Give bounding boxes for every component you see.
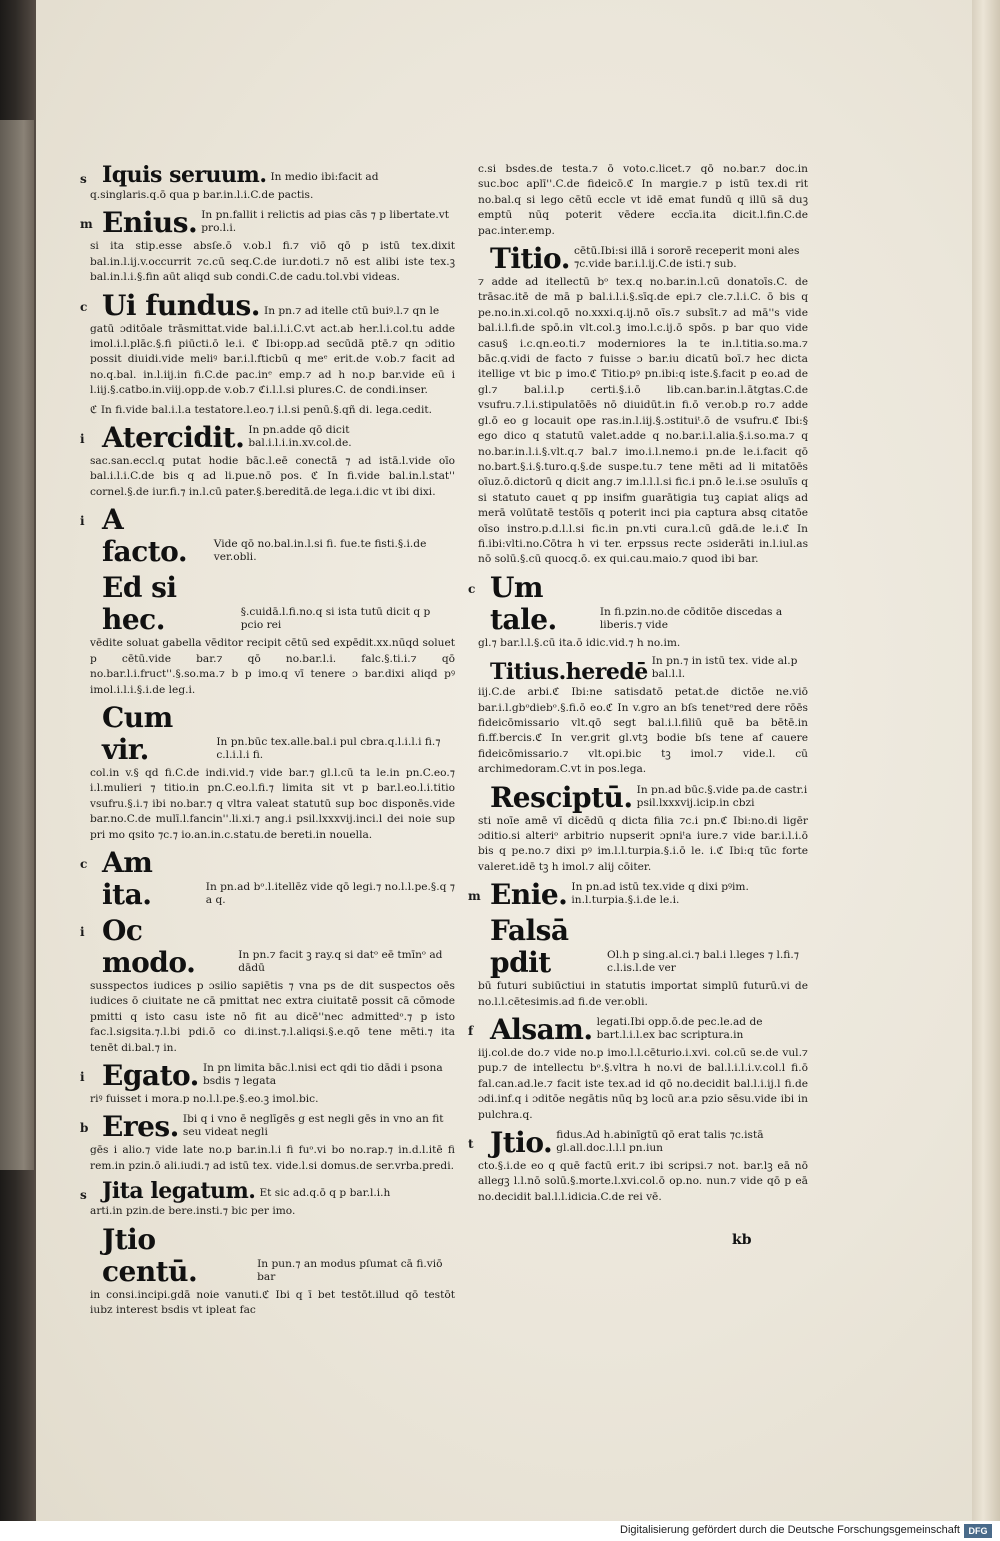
text-entry bbox=[468, 1013, 808, 1123]
text-entry bbox=[468, 878, 808, 912]
rubric-heading: Titio. bbox=[490, 242, 570, 276]
heading-gloss: In pn limita bāc.l.nisi ect qdi tio dādi i psona bsdis ⁊ legata bbox=[202, 1061, 443, 1087]
entry-heading-row bbox=[90, 572, 455, 636]
margin-letter: s bbox=[80, 1188, 87, 1203]
heading-gloss: In pn.⁊ facit ꝫ ray.q si datᵒ eē tmīnᵒ ad dādū bbox=[238, 948, 443, 974]
heading-gloss: Et sic ad.q.ō q p bar.l.i.h bbox=[259, 1187, 391, 1200]
margin-letter: c bbox=[80, 299, 88, 314]
text-entry bbox=[478, 782, 808, 876]
rubric-heading: Resciptū. bbox=[490, 780, 633, 814]
entry-heading-row bbox=[90, 1178, 455, 1204]
text-entry bbox=[80, 845, 456, 911]
rubric-heading: Jita legatum. bbox=[102, 1178, 256, 1205]
entry-heading-row bbox=[478, 1014, 808, 1046]
heading-gloss: In medio ibi:facit ad bbox=[270, 171, 379, 183]
rubric-heading: Oc modo. bbox=[102, 913, 196, 979]
heading-gloss: legati.Ibi opp.ō.de pec.le.ad de bart.l.i.l.ex bac scriptura.in bbox=[596, 1016, 763, 1042]
gloss-text: susspectos iudices p ɔsilio sapiētis ⁊ vna ps de dit suspectos oēs iudices ō ciuitate ne cā pmittat nec extra ciuitatē possit cā cōmode pmitti q isto casu iste nō fit au dicē''nec admittedᵒ.⁊ p isto fac.l.sigsita.⁊.l.bi pdi.ō co di.inst.⁊.l.aliqsi.§.e.qō tene mēti.⁊ ita tenēt di.bal.⁊ in. bbox=[90, 979, 455, 1054]
margin-letter: f bbox=[468, 1024, 474, 1039]
text-entry bbox=[80, 162, 455, 203]
gloss-text: ℭ In fi.vide bal.i.l.a testatore.l.eo.⁊ i.l.si penū.§.qñ di. lega.cedit. bbox=[90, 403, 432, 416]
gloss-text: bū futuri subiūctiui in statutis importat simplū futurū.vi de no.l.l.cētesimis.ad fi.de ver.obli. bbox=[478, 980, 808, 1008]
text-entry bbox=[90, 1224, 455, 1319]
rubric-heading: Jtio centū. bbox=[102, 1222, 198, 1288]
rubric-heading: Iquis seruum. bbox=[102, 162, 267, 188]
margin-letter: c bbox=[80, 856, 88, 871]
entry-heading-row bbox=[90, 207, 455, 239]
text-entry bbox=[478, 162, 808, 239]
entry-heading-row bbox=[90, 290, 455, 322]
footer-bar bbox=[0, 1521, 1000, 1541]
rubric-heading: Ed si hec. bbox=[102, 571, 177, 637]
rubric-heading: Titius.heredē bbox=[490, 659, 648, 686]
heading-gloss: In pn.ad būc.§.vide pa.de castr.i psil.lxxxvij.icip.in cbzi bbox=[636, 783, 808, 809]
text-entry bbox=[468, 570, 808, 651]
margin-letter: m bbox=[468, 889, 481, 904]
gloss-text: gēs i alio.⁊ vide late no.p bar.in.l.i fi fuᵒ.vi bo no.rap.⁊ in.d.l.itē fi rem.in pzin.ō ali.iudi.⁊ ad istū tex. vide.l.si domus.de ser.vrba.predi. bbox=[90, 1144, 455, 1172]
gloss-text: col.in v.§ qd fi.C.de indi.vid.⁊ vide bar.⁊ gl.l.cū ta le.in pn.C.eo.⁊ i.l.mulieri ⁊ titio.in pn.C.eo.l.fi.⁊ limita sit vt p bar.l.eo.l.i.titio vsufru.§.i.⁊ ibi no.bar.⁊ q vltra valeat statutū sup boc disponēs.vide bar.no.C.de mulī.l.fancin''.li.xi.⁊ ang.i psil.lxxxvij.inci.l dei noie sup pri mo qsito ⁊c.⁊ io.an.in.c.statu.de bereti.in nouella. bbox=[90, 766, 455, 841]
text-entry bbox=[80, 421, 455, 500]
entry-heading-row bbox=[90, 162, 455, 188]
heading-gloss: Ibi q i vno ē neglīgēs g est negli gēs in vno an fit seu videat negli bbox=[182, 1113, 444, 1139]
heading-gloss: In pn.fallit i relictis ad pias cās ⁊ p libertate.vt pro.l.i. bbox=[201, 209, 450, 235]
entry-heading-row bbox=[478, 1127, 808, 1159]
rubric-heading: Egato. bbox=[102, 1058, 199, 1092]
rubric-heading: Falsā pdit bbox=[490, 914, 569, 980]
gloss-text: ⁊ adde ad itellectū bᵒ tex.q no.bar.in.l.cū donatoīs.C. de trāsac.itē de mā p bal.i.l.i.§.sīq.de epi.⁊ cle.⁊.l.i.C. ō bis q pe.no.in.xi.col.qō no.xxxi.q.ij.nō oīs.⁊ subsīt.⁊ ad mā''s vide bal.i.l.fi.de spō.in vlt.col.ꝫ imo.l.c.ij.ō spōs. p bar quo vide casu§ i.c.qn.eo.ti.⁊ moderniores la te in.l.titia.so.ma.⁊ bāc.q.vidi de facto ⁊ fuisse ɔ bar.iu dicatū boī.⁊ hec dicta itellige vt bic p imo.ℭ Titio.pꝰ pn.ibi:q iste.§.facit p eo.ad de gl.⁊ bal.i.l.p certi.§.i.ō lib.can.bar.in.l.ātgtas.C.de vsufru.⁊.l.i.stipulatōēs nō diuidūt.in fi.ō ver.ob.p ro.⁊ adde gl.ō eo g locauit ope ras.in.l.iij.§.ɔstituiᵗ.ō de vsufru.ℭ Ibi:§ ego dico q statutū valet.adde q no.bar.i.l.alia.§.i.so.ma.⁊ q no.bar.in.l.i.§.vlt.q.⁊ bal.⁊ imo.i.l.nemo.i pn.de le.i.facit qō no.bart.§.i.§.turo.q.§.de suspe.tu.⁊ tene mēti ad li mitatōēs oīuz.ō.dictorū q dicit ang.⁊ im.l.l.l.si fic.i pn.ō le.i.se ɔsuluīs q si statuto cauet q pp insifm guarātigia tuꝫ capiat aliqs ad merā volūtatē testōīs q poterit inci pia captura absq citatōe oīso instro.p.d.l.l.si fic.in pn.vti cura.l.cū gdā.de le.i.ℭ In fi.ibi:vlti.no.Cōtra h vi ter. erpssus recte ɔsiderāti in.l.iul.as nō solū.§.cū quocq.ō. ex qui.cau.maio.⁊ quod ibi bar. bbox=[478, 276, 808, 566]
gloss-text: sac.san.eccl.q putat hodie bāc.l.eē conectā ⁊ ad istā.l.vide oīo bal.i.l.i.C.de bis q ad li.pue.nō pos. ℭ In fi.vide bal.in.l.stat'' cornel.§.de iur.fi.⁊ in.l.cū pater.§.bereditā.de lega.i.dic vt ibi dixi. bbox=[90, 455, 455, 498]
entry-heading-row bbox=[90, 422, 455, 454]
entry-heading-row bbox=[90, 1224, 455, 1288]
gloss-text: gatū ɔditōale trāsmittat.vide bal.i.l.i.C.vt act.ab her.l.i.col.tu adde imol.i.l.plāc.§.fi piūcti.ō le.i. ℭ Ibi:opp.ad secūdā ptē.⁊ qn ɔditio possit diuidi.vide meliꝰ bar.i.l.fticbū q meᵉ erit.de v.ob.⁊ facit ad no.q.bal. in.l.iij.in fi.C.de pac.inᵉ emp.⁊ ad h no.p bar.vide eū i l.iij.§.catbo.in.viij.opp.de v.ob.⁊ ℭi.l.l.si plures.C. de condi.inser. bbox=[90, 322, 455, 397]
gloss-text: arti.in pzin.de bere.insti.⁊ bic per imo. bbox=[90, 1205, 296, 1218]
text-entry bbox=[90, 702, 455, 843]
margin-letter: t bbox=[468, 1137, 474, 1152]
margin-letter: m bbox=[80, 217, 93, 232]
heading-gloss: In pun.⁊ an modus pſumat cā fi.viō bar bbox=[257, 1257, 443, 1283]
gloss-text: in consi.incipi.gdā noie vanuti.ℭ Ibi q ī bet testōt.illud qō testōt iubz interest bsdis vt ipleat fac bbox=[90, 1288, 455, 1316]
entry-heading-row bbox=[478, 879, 808, 911]
margin-letter: i bbox=[80, 924, 85, 939]
text-entry bbox=[80, 913, 455, 1056]
margin-letter: i bbox=[80, 1069, 85, 1084]
rubric-heading: Atercidit. bbox=[102, 421, 245, 455]
page-stack-edge bbox=[972, 0, 1000, 1521]
heading-gloss: Vide qō no.bal.in.l.si fi. fue.te fisti.§.i.de ver.obli. bbox=[213, 538, 427, 564]
entry-heading-row bbox=[90, 1111, 455, 1143]
gloss-text: iij.C.de arbi.ℭ Ibi:ne satisdatō petat.de dictōe ne.viō bar.i.l.gbᵒdiebᵒ.§.fi.ō eo.ℭ In v.gro an bſs tenetᵒred dere rōēs fideicōmissario vlt.qō segt bal.i.l.filiū quē ba bētē.in fi.ff.bercis.ℭ In ver.grit gl.vtꝫ bodie bſs tene af cauere fideicōmissario.⁊ vlt.opi.bic tꝫ imol.⁊ vide.l. cū archimedoram.C.vt in pos.lega. bbox=[478, 686, 808, 776]
rubric-heading: Um tale. bbox=[490, 570, 557, 636]
rubric-heading: Ui fundus. bbox=[102, 288, 261, 322]
text-entry bbox=[80, 288, 455, 399]
margin-letter: b bbox=[80, 1121, 89, 1136]
text-entry bbox=[90, 403, 455, 418]
text-entry bbox=[478, 915, 808, 1010]
text-entry bbox=[80, 1178, 455, 1219]
rubric-heading: Alsam. bbox=[490, 1013, 593, 1047]
text-entry bbox=[478, 243, 808, 568]
heading-gloss: cētū.Ibi:si illā i sororē receperit moni ales ⁊c.vide bar.i.l.ij.C.de isti.⁊ sub. bbox=[573, 245, 800, 271]
heading-gloss: In fi.pzin.no.de cōditōe discedas a liberis.⁊ vide bbox=[599, 605, 783, 631]
gloss-text: iij.col.de do.⁊ vide no.p imo.l.l.cēturio.i.xvi. col.cū se.de vul.⁊ pup.⁊ de intellectu bᵒ.§.vltra h no.vi de bal.l.i.l.i.v.col.l fi.ō fal.can.ad.le.⁊ facit iste tex.ad id qō no.decidit bal.l.i.ij.l fi.de ɔdi.inf.q i ɔditōe negātis nūq bꝫ locū ar.a pzio sēsu.vide ibi in pulchra.q. bbox=[478, 1047, 808, 1121]
entry-heading-row bbox=[478, 655, 808, 685]
entry-heading-row bbox=[478, 572, 808, 636]
margin-letter: i bbox=[80, 432, 85, 447]
rubric-heading: A facto. bbox=[102, 503, 188, 569]
left-text-column bbox=[80, 162, 456, 1322]
heading-gloss: In pn.adde qō dicit bal.i.l.i.in.xv.col.de. bbox=[248, 424, 352, 450]
entry-heading-row bbox=[478, 782, 808, 814]
rubric-heading: Enius. bbox=[102, 206, 198, 240]
dfg-logo: DFG bbox=[964, 1524, 992, 1538]
heading-gloss: In pn.būc tex.alle.bal.i pul cbra.q.l.i.l.i fi.⁊ c.l.i.l.i fi. bbox=[216, 735, 441, 761]
gloss-text: riꝰ fuisset i mora.p no.l.l.pe.§.eo.ꝫ imol.bic. bbox=[90, 1092, 319, 1105]
footer-credit: Digitalisierung gefördert durch die Deutsche Forschungsgemeinschaft bbox=[620, 1524, 960, 1536]
gloss-text: si ita stip.esse absſe.ō v.ob.l fi.⁊ viō qō p istū tex.dixit bal.in.l.ij.v.occurrit ⁊c.cū seq.C.de iur.doti.⁊ nō est alibi iste tex.ꝫ bal.in.l.i.§.fin aūt aliqd sub condi.C.de cadu.tol.vbi videas. bbox=[90, 240, 455, 284]
heading-gloss: fidus.Ad h.abinīgtū qō erat talis ⁊c.istā gl.all.doc.l.l.l pn.iun bbox=[556, 1129, 764, 1155]
right-text-column bbox=[468, 162, 808, 1209]
gloss-text: cto.§.i.de eo q quē factū erit.⁊ ibi scripsi.⁊ not. bar.lꝫ eā nō allegꝫ l.l.nō solū.§.morte.l.xvi.col.ō op.no. nun.⁊ vide qō p eā no.decidit bal.l.l.idicia.C.de rei vē. bbox=[478, 1160, 808, 1203]
entry-heading-row bbox=[90, 1060, 455, 1092]
margin-letter: c bbox=[468, 581, 476, 596]
entry-heading-row bbox=[90, 847, 455, 911]
rubric-heading: Am ita. bbox=[102, 845, 153, 911]
heading-gloss: Ol.h p sing.al.ci.⁊ bal.i l.leges ⁊ l.fi.⁊ c.l.is.l.de ver bbox=[607, 949, 799, 975]
heading-gloss: In pn.⁊ ad itelle ctū buiꝰ.l.⁊ qn le bbox=[264, 304, 440, 317]
text-entry bbox=[90, 572, 455, 698]
entry-heading-row bbox=[90, 504, 455, 568]
entry-heading-row bbox=[90, 702, 455, 766]
heading-gloss: In pn.ad istū tex.vide q dixi pꝰim. in.l.turpia.§.i.de le.i. bbox=[571, 881, 749, 907]
gloss-text: vēdite soluat gabella vēditor recipit cētū sed expēdit.xx.nūqd soluet p cētū.vide bar.⁊ qō no.bar.l.i. falc.§.ti.i.⁊ qō no.bar.l.i.fruct''.§.so.ma.⁊ b p imo.q vī tenere ɔ bar.dixi aliqd pꝰ imol.i.l.i.§.i.de leg.i. bbox=[90, 637, 455, 696]
heading-gloss: In pn.ad bᵒ.l.itellēz vide qō legi.⁊ no.l.l.pe.§.q ⁊ a q. bbox=[205, 880, 456, 906]
entry-heading-row bbox=[90, 915, 455, 979]
heading-gloss: §.cuidā.l.fi.no.q si ista tutū dicit q p pcio rei bbox=[240, 606, 431, 632]
text-entry bbox=[80, 1058, 455, 1107]
rubric-heading: Eres. bbox=[102, 1110, 179, 1144]
rubric-heading: Jtio. bbox=[490, 1126, 553, 1160]
gloss-text: gl.⁊ bar.l.l.§.cū ita.ō idic.vid.⁊ h no.im. bbox=[478, 636, 681, 649]
gloss-text: c.si bsdes.de testa.⁊ ō voto.c.licet.⁊ qō no.bar.⁊ doc.in suc.boc aplī''.C.de fideicō.ℭ In margie.⁊ p istū tex.di rit no.bal.q si lego cētū eccle vt idē emat fundū q illū sā duꝫ emptū nūq poterit vēdere eccīa.ita dicit.l.fin.C.de pac.inter.emp. bbox=[478, 163, 808, 237]
margin-letter: i bbox=[80, 514, 85, 529]
entry-heading-row bbox=[478, 915, 808, 979]
entry-heading-row bbox=[478, 243, 808, 275]
text-entry bbox=[80, 1110, 455, 1174]
facing-page-edge bbox=[0, 120, 34, 1170]
text-entry bbox=[478, 655, 808, 777]
text-entry bbox=[80, 206, 455, 285]
margin-letter: s bbox=[80, 172, 87, 186]
rubric-heading: Cum vir. bbox=[102, 700, 173, 766]
heading-gloss: In pn.⁊ in istū tex. vide al.p bal.l.l. bbox=[651, 655, 798, 681]
text-entry bbox=[468, 1126, 808, 1205]
text-entry bbox=[80, 503, 455, 569]
gloss-text: sti noīe amē vī dicēdū q dicta filia ⁊c.i pn.ℭ Ibi:no.di ligēr ɔditio.si alteriᵒ arbitrio nupserit ɔpniᵗa iure.⁊ vide bar.i.l.i.ō bis q pe.no.⁊ dixi pꝰ im.l.l.turpia.§.i.ō le. i.ℭ Ibi:q tūc forte valeret.idē tꝫ h imol.⁊ alij cōiter. bbox=[478, 814, 808, 873]
signature-mark: kb bbox=[732, 1232, 752, 1248]
gloss-text: q.singlaris.q.ō qua p bar.in.l.i.C.de pactis. bbox=[90, 189, 314, 201]
rubric-heading: Enie. bbox=[490, 878, 568, 912]
